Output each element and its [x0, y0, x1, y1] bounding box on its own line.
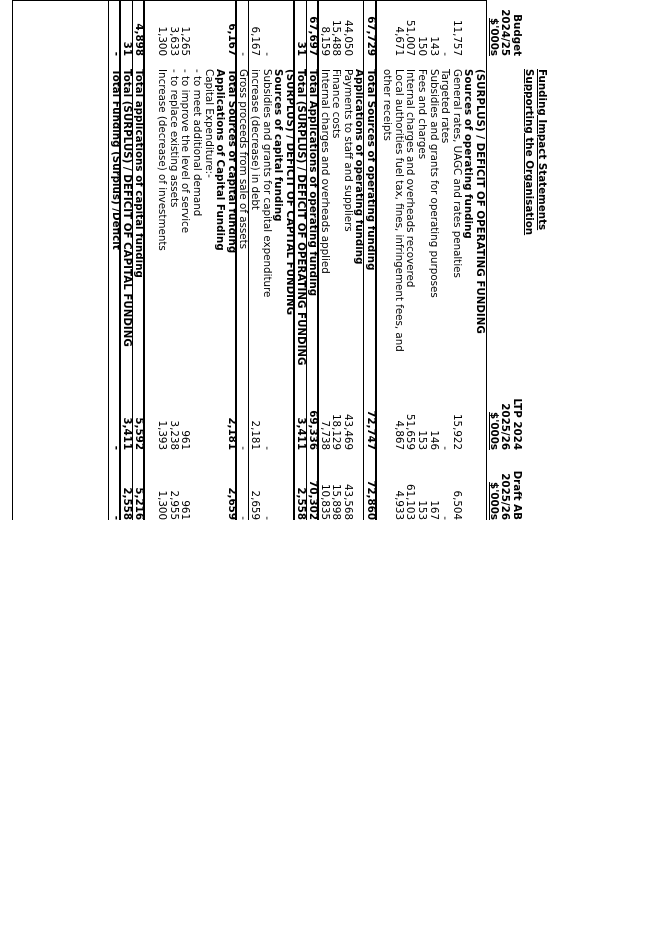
row-label: (SURPLUS) / DEFICIT OF OPERATING FUNDING: [474, 69, 486, 334]
table-row: [248, 0, 260, 520]
draft-header-l2: 2025/26: [499, 473, 512, 520]
ltp-value: 153: [416, 430, 428, 450]
rule-line: [375, 0, 377, 520]
ltp-value: 43,469: [341, 413, 354, 450]
budget-value: 44,050: [341, 19, 354, 56]
ltp-value: 18,129: [330, 413, 343, 450]
rule-line: [143, 0, 145, 520]
table-row: [167, 0, 179, 520]
ltp-value: 7,738: [318, 420, 331, 450]
row-label: Total applications of capital funding: [133, 69, 145, 278]
ltp-value: 3,411: [121, 417, 134, 450]
table-row: [121, 0, 133, 520]
budget-value: 31: [295, 41, 308, 56]
draft-header-l1: Draft AB: [511, 470, 523, 520]
row-label: Total Sources of capital funding: [225, 69, 238, 254]
ltp-header-l3: $'000s: [487, 412, 500, 450]
budget-value: 8,159: [318, 26, 331, 56]
rule-line: [132, 0, 133, 520]
draft-value: 2,955: [167, 490, 180, 520]
row-label: Payments to staff and suppliers: [341, 69, 354, 232]
table-row: [272, 0, 284, 520]
row-label: Subsidies and grants for operating purposes: [427, 69, 440, 298]
ltp-value: 51,659: [404, 413, 417, 450]
row-label: Internal charges and overheads recovered: [404, 69, 417, 288]
rule-line: [235, 0, 237, 520]
budget-value: 3,633: [167, 26, 180, 56]
row-label: Sources of capital funding: [272, 69, 285, 222]
ltp-value: 72,747: [365, 410, 377, 450]
row-label: Internal charges and overheads applied: [318, 69, 331, 274]
rule-line: [306, 0, 307, 520]
budget-value: 4,898: [133, 23, 145, 56]
table-row: [404, 0, 416, 520]
draft-value: 961: [179, 500, 192, 520]
rule-line: [317, 0, 319, 520]
draft-value: -: [109, 515, 122, 520]
budget-value: 4,671: [392, 26, 405, 56]
table-row: [260, 0, 272, 520]
draft-value: 5,216: [133, 487, 145, 520]
budget-value: -: [439, 52, 452, 56]
ltp-value: 5,592: [133, 417, 145, 450]
table-row: [190, 0, 202, 520]
rule-line: [486, 0, 487, 520]
draft-value: -: [260, 516, 273, 520]
row-label: (SURPLUS) / DEFICIT OF CAPITAL FUNDING: [283, 69, 296, 316]
ltp-value: 2,181: [225, 417, 238, 450]
draft-value: 61,103: [404, 483, 417, 520]
table-row: [415, 0, 427, 520]
row-label: increase (decrease) in debt: [249, 69, 261, 210]
ltp-header-l1: LTP 2024: [511, 398, 523, 450]
budget-value: -: [237, 52, 250, 56]
draft-value: 15,898: [330, 483, 343, 520]
ltp-value: 4,867: [392, 420, 405, 450]
row-label: - to meet additional demand: [191, 69, 203, 217]
ltp-value: 3,238: [167, 420, 180, 450]
rule-line: [12, 0, 13, 520]
draft-value: 6,504: [450, 490, 463, 520]
ltp-value: 15,922: [450, 413, 463, 450]
row-label: Targeted rates: [439, 69, 452, 144]
budget-value: 15,488: [330, 19, 343, 56]
budget-column-header: [487, 0, 522, 56]
draft-value: 4,933: [392, 490, 405, 520]
ltp-header-l2: 2025/26: [499, 403, 512, 450]
rule-line: [363, 0, 364, 520]
row-label: Finance costs: [330, 69, 343, 139]
draft-column-header: [487, 456, 522, 520]
rule-line: [119, 0, 121, 520]
row-label: Capital Expenditure:-: [202, 69, 215, 178]
table-row: [330, 0, 342, 520]
row-label: Increase (decrease) of investments: [156, 69, 169, 251]
draft-value: 153: [416, 500, 428, 520]
ltp-value: 3,411: [295, 417, 308, 450]
budget-value: 143: [427, 36, 440, 56]
table-row: [179, 0, 191, 520]
draft-value: -: [439, 516, 452, 520]
draft-value: 10,835: [318, 483, 331, 520]
draft-value: -: [237, 516, 250, 520]
row-label: Total (SURPLUS) / DEFICIT OF OPERATING FUNDING: [295, 69, 308, 366]
table-row: [237, 0, 249, 520]
draft-value: 2,558: [295, 487, 308, 520]
draft-value: 70,302: [307, 480, 319, 520]
budget-value: 150: [416, 36, 428, 56]
ltp-value: -: [439, 446, 452, 450]
ltp-column-header: [487, 380, 522, 450]
draft-header-l3: $'000s: [487, 482, 500, 520]
budget-value: 1,265: [179, 26, 192, 56]
draft-value: 1,300: [156, 490, 169, 520]
table-row: [381, 0, 404, 520]
table-row: [318, 0, 330, 520]
draft-value: 2,659: [225, 487, 238, 520]
row-label: Total Funding (Surplus) /Deficit: [109, 69, 122, 250]
budget-value: 51,007: [404, 19, 417, 56]
draft-value: 2,558: [121, 487, 134, 520]
row-label: Total (SURPLUS) / DEFICIT OF CAPITAL FUNDING: [121, 69, 134, 347]
rule-line: [108, 0, 109, 520]
row-label: Fees and charges: [416, 69, 428, 160]
budget-value: 6,167: [249, 26, 261, 56]
row-label: Local authorities fuel tax, fines, infringement fees, and other receipts: [381, 69, 405, 352]
budget-header-l1: Budget: [511, 14, 523, 56]
table-row: [427, 0, 439, 520]
budget-value: 6,167: [225, 23, 238, 56]
row-label: Applications of Capital Funding: [214, 69, 227, 251]
row-label: Total Applications of operating funding: [307, 69, 319, 297]
draft-value: 72,860: [365, 480, 377, 520]
budget-value: -: [109, 51, 122, 56]
row-label: General rates, UAGC and rates penalties: [450, 69, 463, 278]
rule-line: [293, 0, 295, 520]
table-row: [214, 0, 226, 520]
draft-value: 167: [427, 500, 440, 520]
ltp-value: 146: [427, 430, 440, 450]
ltp-value: 1,393: [156, 420, 169, 450]
title-line-1: Funding Impact Statements: [536, 69, 548, 231]
title-line-2: Supporting the Organisation: [523, 69, 535, 236]
budget-value: 1,300: [156, 26, 169, 56]
table-row: [439, 0, 451, 520]
row-label: Applications of operating funding: [353, 69, 366, 265]
table-row: [462, 0, 474, 520]
row-label: - to improve the level of service: [179, 69, 192, 234]
budget-value: 31: [121, 41, 134, 56]
row-label: Total Sources of operating funding: [365, 69, 377, 271]
table-row: [295, 0, 307, 520]
budget-value: 11,757: [450, 19, 463, 56]
row-label: Sources of operating funding: [462, 69, 475, 239]
table-row: [202, 0, 214, 520]
row-label: Subsidies and grants for capital expenditure: [260, 69, 273, 298]
table-row: [473, 0, 485, 520]
budget-header-l2: 2024/25: [499, 9, 512, 56]
ltp-value: 961: [179, 430, 192, 450]
row-label: - to replace existing assets: [167, 69, 180, 208]
row-label: Gross proceeds from sale of assets: [237, 69, 250, 249]
table-row: [450, 0, 462, 520]
ltp-value: 2,181: [249, 420, 261, 450]
rule-line: [248, 0, 249, 520]
ltp-value: -: [260, 446, 273, 450]
budget-value: -: [260, 52, 273, 56]
draft-value: 2,659: [249, 490, 261, 520]
budget-value: 67,729: [365, 16, 377, 56]
budget-header-l3: $'000s: [487, 18, 500, 56]
ltp-value: -: [237, 446, 250, 450]
ltp-value: -: [109, 445, 122, 450]
budget-value: 67,697: [307, 16, 319, 56]
table-row: [156, 0, 168, 520]
draft-value: 43,568: [341, 483, 354, 520]
rotated-statement: [0, 0, 548, 520]
ltp-value: 69,336: [307, 410, 319, 450]
table-row: [341, 0, 353, 520]
